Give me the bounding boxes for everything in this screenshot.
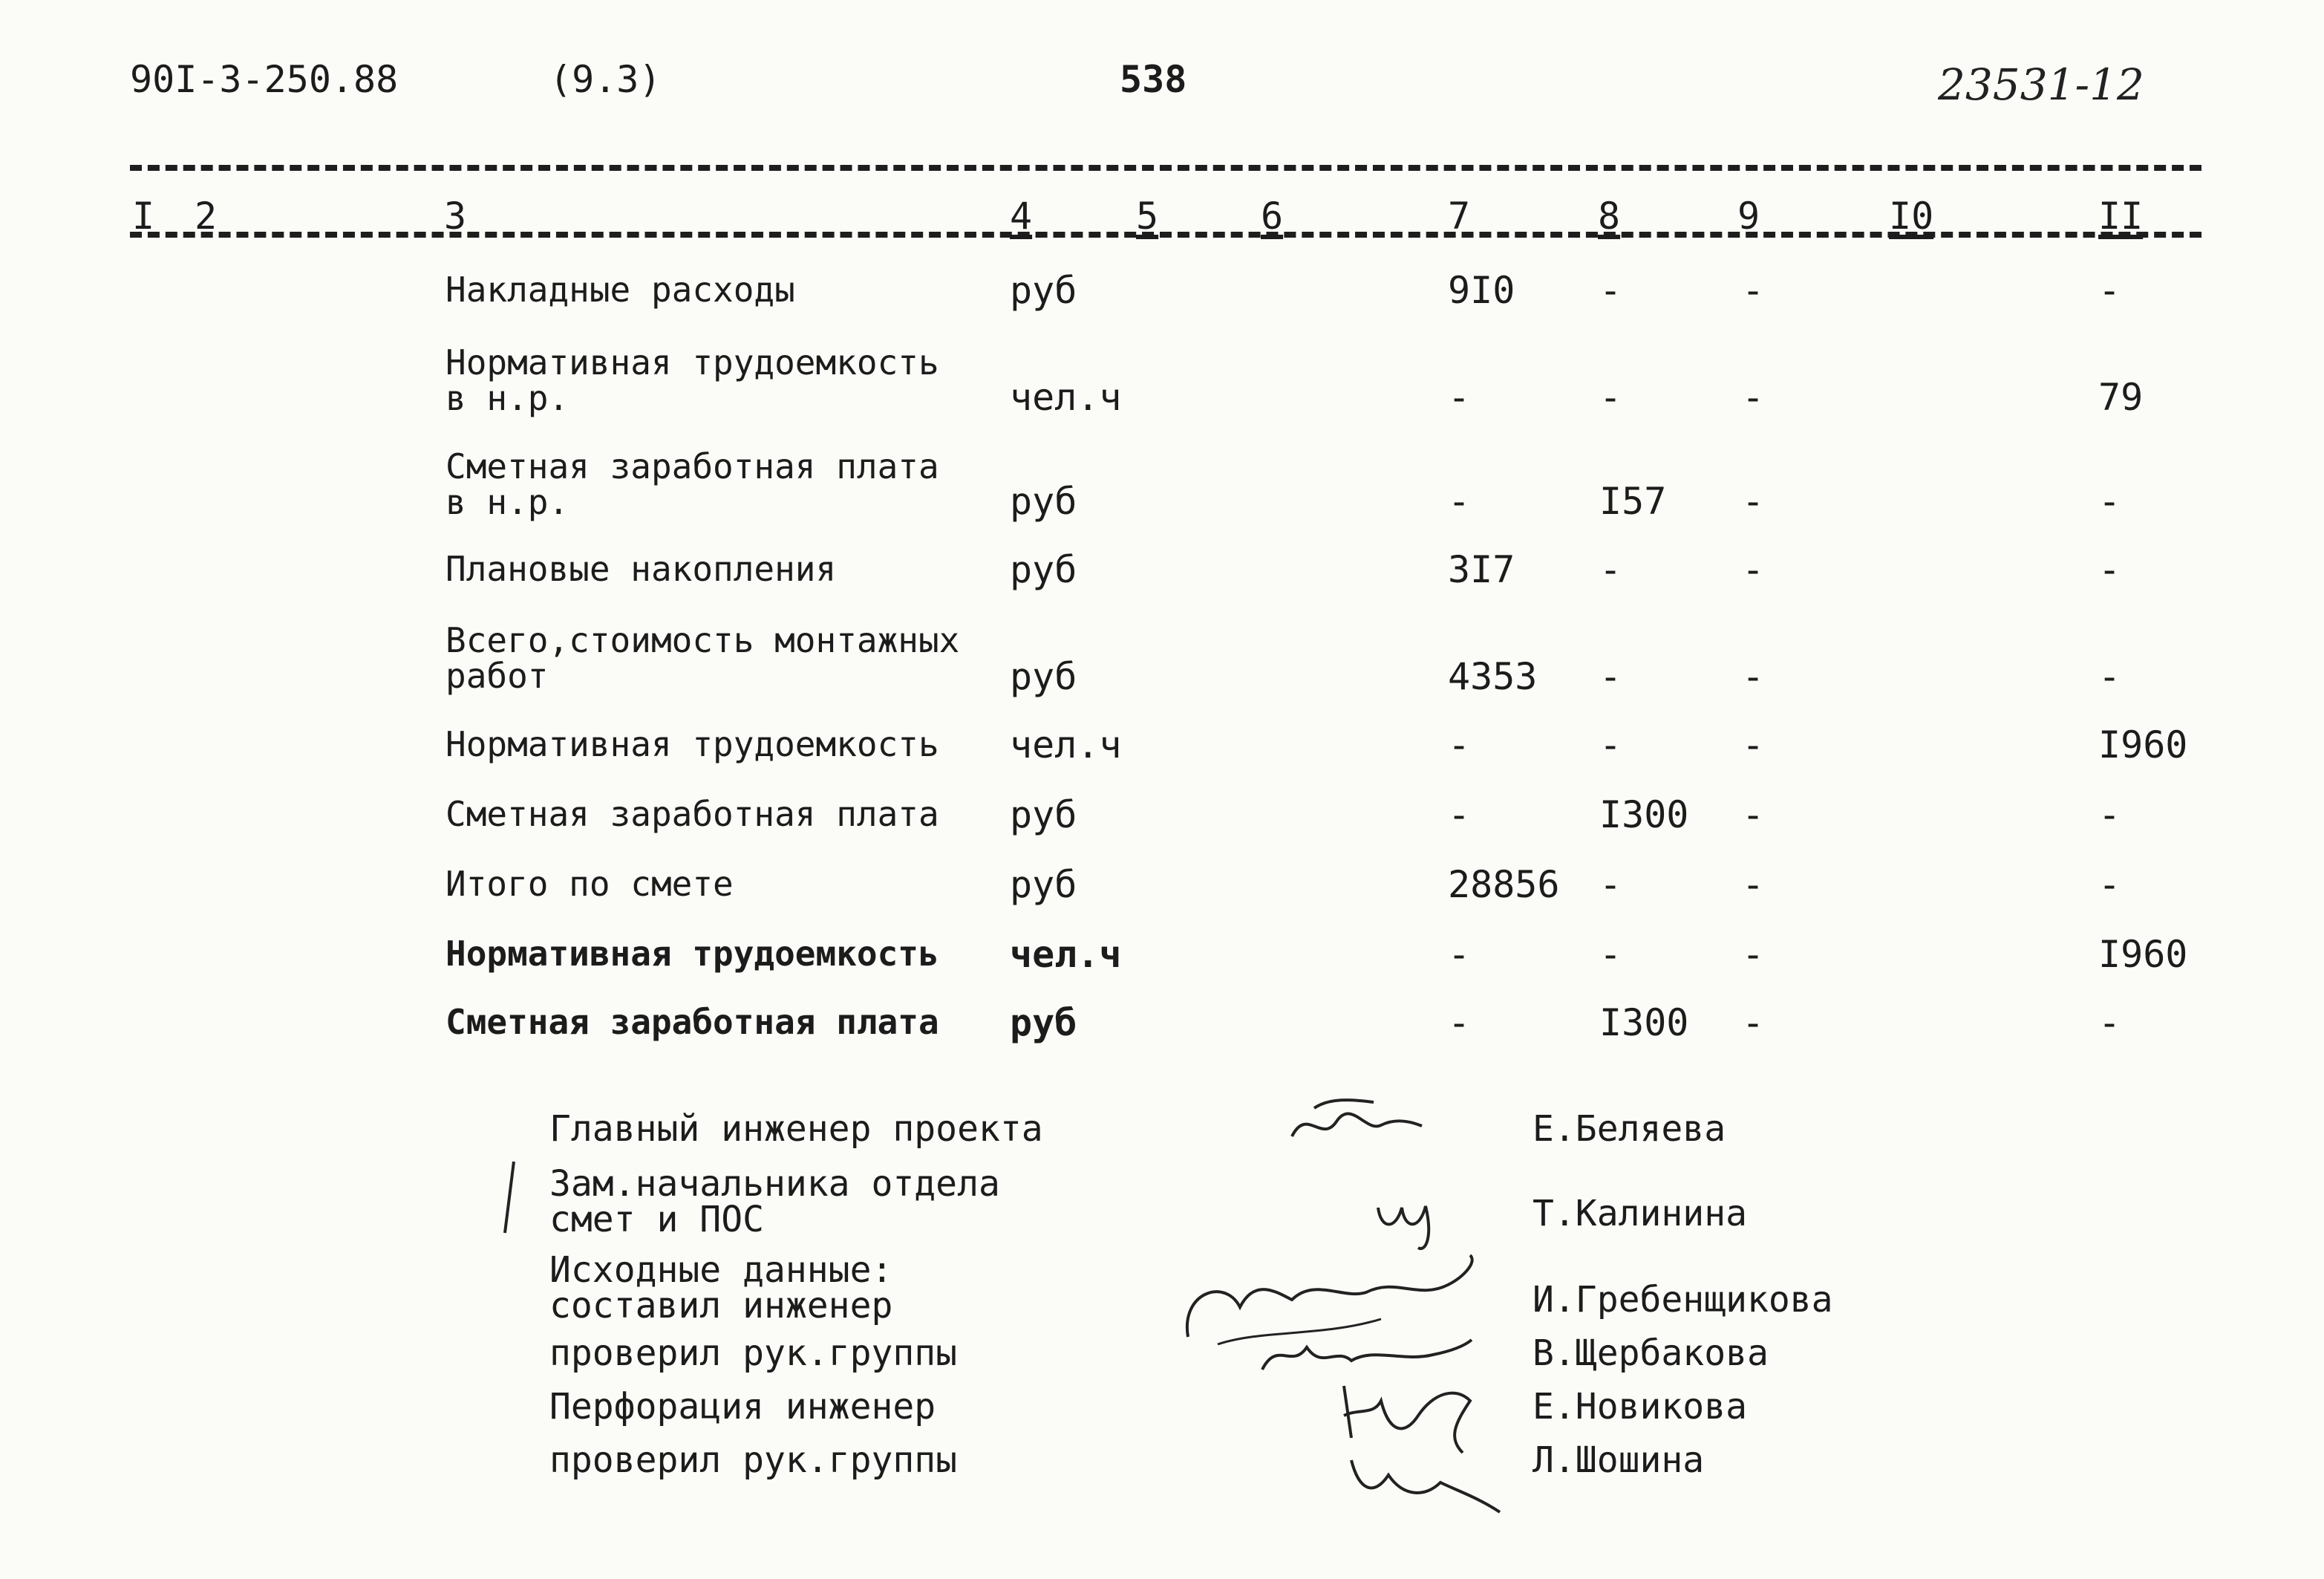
handwritten-signature [1374, 1185, 1463, 1252]
row-label: Сметная заработная плата в н.р. [445, 446, 939, 522]
column-number: II [2098, 195, 2144, 238]
signer-name: Е.Беляева [1533, 1108, 1726, 1150]
row-unit: руб [1010, 863, 1077, 906]
cell-col8: - [1599, 376, 1622, 419]
cell-col11: - [2098, 655, 2121, 698]
cell-col9: - [1742, 723, 1765, 766]
signer-name: Т.Калинина [1533, 1193, 1747, 1234]
cell-col11: I960 [2098, 933, 2188, 976]
row-unit: чел.ч [1010, 376, 1122, 419]
cell-col7: - [1448, 933, 1471, 976]
column-number: 7 [1448, 195, 1471, 238]
handwritten-signature [1285, 1092, 1426, 1159]
cell-col8: - [1599, 723, 1622, 766]
table-top-rule [130, 165, 2201, 171]
page-number: 538 [1120, 58, 1187, 101]
archive-number: 23531-12 [1938, 59, 2144, 110]
cell-col7: - [1448, 793, 1471, 836]
cell-col7: - [1448, 1001, 1471, 1044]
cell-col9: - [1742, 480, 1765, 523]
cell-col8: - [1599, 269, 1622, 312]
row-unit: чел.ч [1010, 933, 1122, 976]
cell-col11: - [2098, 548, 2121, 591]
row-label: Накладные расходы [445, 270, 795, 310]
cell-col9: - [1742, 863, 1765, 906]
cell-col7: - [1448, 376, 1471, 419]
row-label: Всего,стоимость монтажных работ [445, 620, 960, 696]
cell-col11: - [2098, 793, 2121, 836]
row-unit: руб [1010, 548, 1077, 591]
cell-col9: - [1742, 376, 1765, 419]
cell-col11: - [2098, 1001, 2121, 1044]
row-unit: чел.ч [1010, 723, 1122, 766]
margin-stroke-mark [497, 1159, 527, 1240]
row-unit: руб [1010, 269, 1077, 312]
cell-col8: I300 [1599, 793, 1689, 836]
signer-role: Зам.начальника отдела смет и ПОС [549, 1163, 1000, 1240]
section-number: (9.3) [549, 58, 662, 101]
handwritten-signature [1329, 1371, 1507, 1520]
row-unit: руб [1010, 793, 1077, 836]
cell-col8: I300 [1599, 1001, 1689, 1044]
cell-col11: 79 [2098, 376, 2144, 419]
cell-col7: - [1448, 723, 1471, 766]
signer-name: И.Гребенщикова [1533, 1279, 1833, 1321]
cell-col7: 3I7 [1448, 548, 1515, 591]
row-label: Нормативная трудоемкость в н.р. [445, 342, 939, 418]
cell-col8: - [1599, 548, 1622, 591]
cell-col9: - [1742, 548, 1765, 591]
cell-col7: 9I0 [1448, 269, 1515, 312]
signer-role: Главный инженер проекта [549, 1108, 1043, 1150]
cell-col8: - [1599, 655, 1622, 698]
row-label: Нормативная трудоемкость [445, 724, 939, 764]
cell-col9: - [1742, 269, 1765, 312]
column-number: 9 [1737, 195, 1760, 238]
column-number: I0 [1889, 195, 1934, 238]
column-number: 3 [444, 195, 467, 238]
row-label: Сметная заработная плата [445, 794, 939, 834]
cell-col7: - [1448, 480, 1471, 523]
cell-col8: - [1599, 933, 1622, 976]
row-label: Плановые накопления [445, 549, 837, 589]
cell-col7: 4353 [1448, 655, 1538, 698]
signer-role: Перфорация инженер [549, 1386, 936, 1427]
cell-col9: - [1742, 793, 1765, 836]
signer-name: Л.Шошина [1533, 1439, 1705, 1481]
column-number: 8 [1598, 195, 1621, 238]
cell-col9: - [1742, 655, 1765, 698]
cell-col11: - [2098, 269, 2121, 312]
row-unit: руб [1010, 480, 1077, 523]
signer-role: проверил рук.группы [549, 1439, 958, 1481]
column-number: 5 [1136, 195, 1159, 238]
column-number: I [132, 195, 155, 238]
cell-col7: 28856 [1448, 863, 1560, 906]
row-unit: руб [1010, 1001, 1077, 1044]
cell-col9: - [1742, 933, 1765, 976]
row-label: Нормативная трудоемкость [445, 934, 939, 974]
cell-col8: - [1599, 863, 1622, 906]
cell-col11: - [2098, 863, 2121, 906]
signer-role: проверил рук.группы [549, 1332, 958, 1374]
row-unit: руб [1010, 655, 1077, 698]
column-number: 2 [195, 195, 218, 238]
cell-col9: - [1742, 1001, 1765, 1044]
signer-name: Е.Новикова [1533, 1386, 1747, 1427]
signer-name: В.Щербакова [1533, 1332, 1769, 1374]
cell-col8: I57 [1599, 480, 1667, 523]
column-number: 6 [1261, 195, 1284, 238]
row-label: Итого по смете [445, 864, 734, 904]
row-label: Сметная заработная плата [445, 1002, 939, 1042]
signer-role: Исходные данные: составил инженер [549, 1249, 893, 1326]
cell-col11: - [2098, 480, 2121, 523]
document-code: 90I-3-250.88 [130, 58, 399, 101]
cell-col11: I960 [2098, 723, 2188, 766]
column-number: 4 [1010, 195, 1033, 238]
